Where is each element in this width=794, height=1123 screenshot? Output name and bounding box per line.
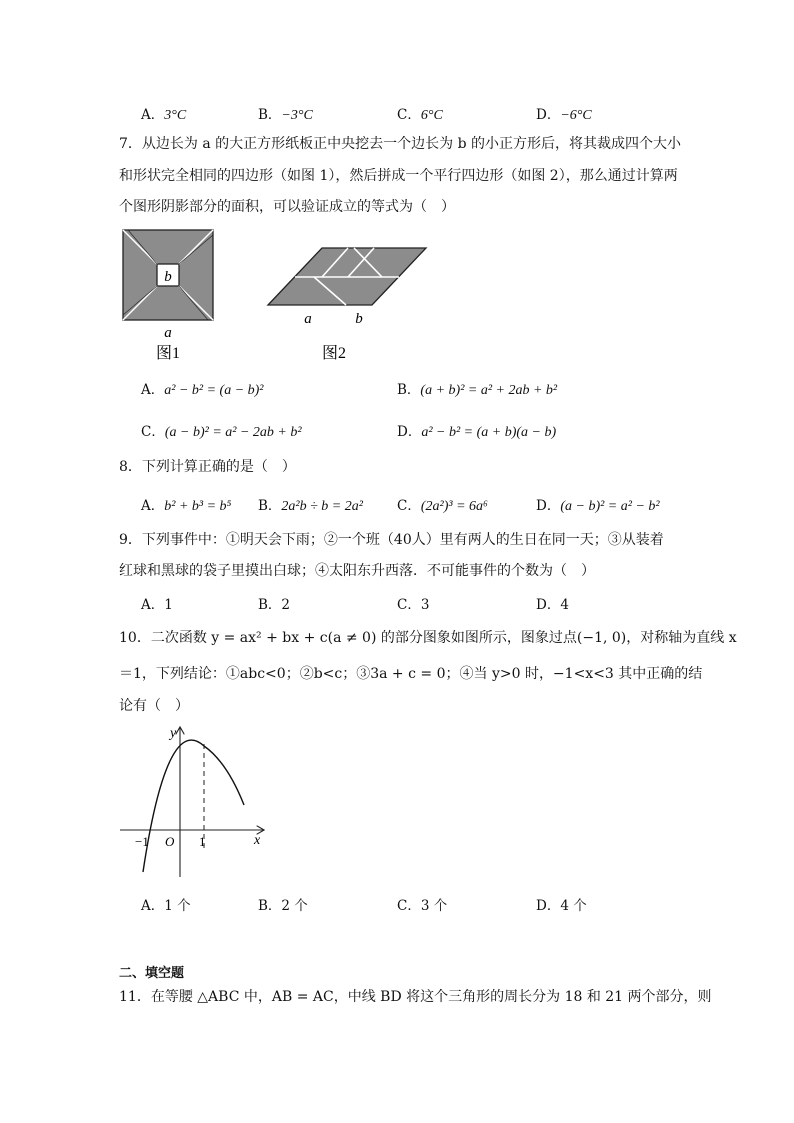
q8-option-d: D．(a − b)² = a² − b²	[536, 498, 660, 514]
q6-option-b: B．−3°C	[258, 107, 313, 123]
q9-option-a: A．1	[141, 597, 173, 613]
q9-option-d: D．4	[536, 597, 569, 613]
q7-line-1: 7．从边长为 a 的大正方形纸板正中央挖去一个边长为 b 的小正方形后，将其裁成四个大小	[119, 136, 682, 152]
q7-line-2: 和形状完全相同的四边形（如图 1），然后拼成一个平行四边形（如图 2），那么通过计算两	[119, 168, 678, 184]
q10-parabola-graph	[115, 722, 270, 882]
q10-line-3: 论有（ ）	[119, 698, 189, 714]
q7-option-c: C．(a − b)² = a² − 2ab + b²	[141, 424, 302, 440]
fig2-caption: 图2	[321, 345, 347, 362]
q10-option-d: D．4 个	[536, 898, 587, 914]
q7-option-d: D．a² − b² = (a + b)(a − b)	[397, 424, 557, 440]
q10-option-c: C．3 个	[397, 898, 448, 914]
q10-option-b: B．2 个	[258, 898, 308, 914]
origin-label: O	[165, 834, 175, 849]
q7-figure-2	[262, 240, 432, 365]
q10-option-a: A．1 个	[141, 898, 191, 914]
q6-option-a: A．3°C	[141, 107, 187, 123]
q7-line-3: 个图形阴影部分的面积，可以验证成立的等式为（ ）	[119, 199, 455, 215]
q8-option-c: C．(2a²)³ = 6a⁶	[397, 498, 488, 514]
fig1-label-a: a	[164, 325, 172, 341]
fig2-label-b: b	[355, 311, 363, 327]
q7-option-b: B．(a + b)² = a² + 2ab + b²	[397, 382, 558, 398]
q7-figure-1	[118, 225, 218, 365]
q11-line-1: 11．在等腰 △ABC 中，AB = AC，中线 BD 将这个三角形的周长分为 18 和 21 两个部分，则	[119, 989, 712, 1005]
q7-option-a: A．a² − b² = (a − b)²	[141, 382, 264, 398]
q9-line-2: 红球和黑球的袋子里摸出白球；④太阳东升西落．不可能事件的个数为（ ）	[119, 563, 595, 579]
q6-option-d: D．−6°C	[536, 107, 592, 123]
q8-option-b: B．2a²b ÷ b = 2a²	[258, 498, 363, 514]
q8-option-a: A．b² + b³ = b⁵	[141, 498, 232, 514]
parabola-curve	[143, 740, 244, 872]
fig2-label-a: a	[304, 311, 312, 327]
q10-line-2: ＝1，下列结论：①abc<0；②b<c；③3a + c = 0；④当 y>0 时，−1<x<3 其中正确的结	[119, 666, 703, 682]
tick-1: 1	[199, 834, 206, 849]
y-axis-label: y	[170, 726, 177, 741]
q6-option-c: C．6°C	[397, 107, 443, 123]
q9-option-b: B．2	[258, 597, 291, 613]
section-title: 二、填空题	[119, 966, 185, 981]
fig1-label-b: b	[164, 269, 172, 285]
q10-line-1: 10．二次函数 y = ax² + bx + c(a ≠ 0) 的部分图象如图所示，图象过点(−1, 0)，对称轴为直线 x	[119, 630, 737, 646]
x-axis-label: x	[254, 833, 261, 848]
tick-minus-1: −1	[135, 834, 149, 849]
q9-option-c: C．3	[397, 597, 430, 613]
q8-stem: 8．下列计算正确的是（ ）	[119, 459, 296, 475]
q9-line-1: 9．下列事件中：①明天会下雨；②一个班（40人）里有两人的生日在同一天；③从装着	[119, 532, 664, 548]
fig1-caption: 图1	[155, 345, 181, 362]
